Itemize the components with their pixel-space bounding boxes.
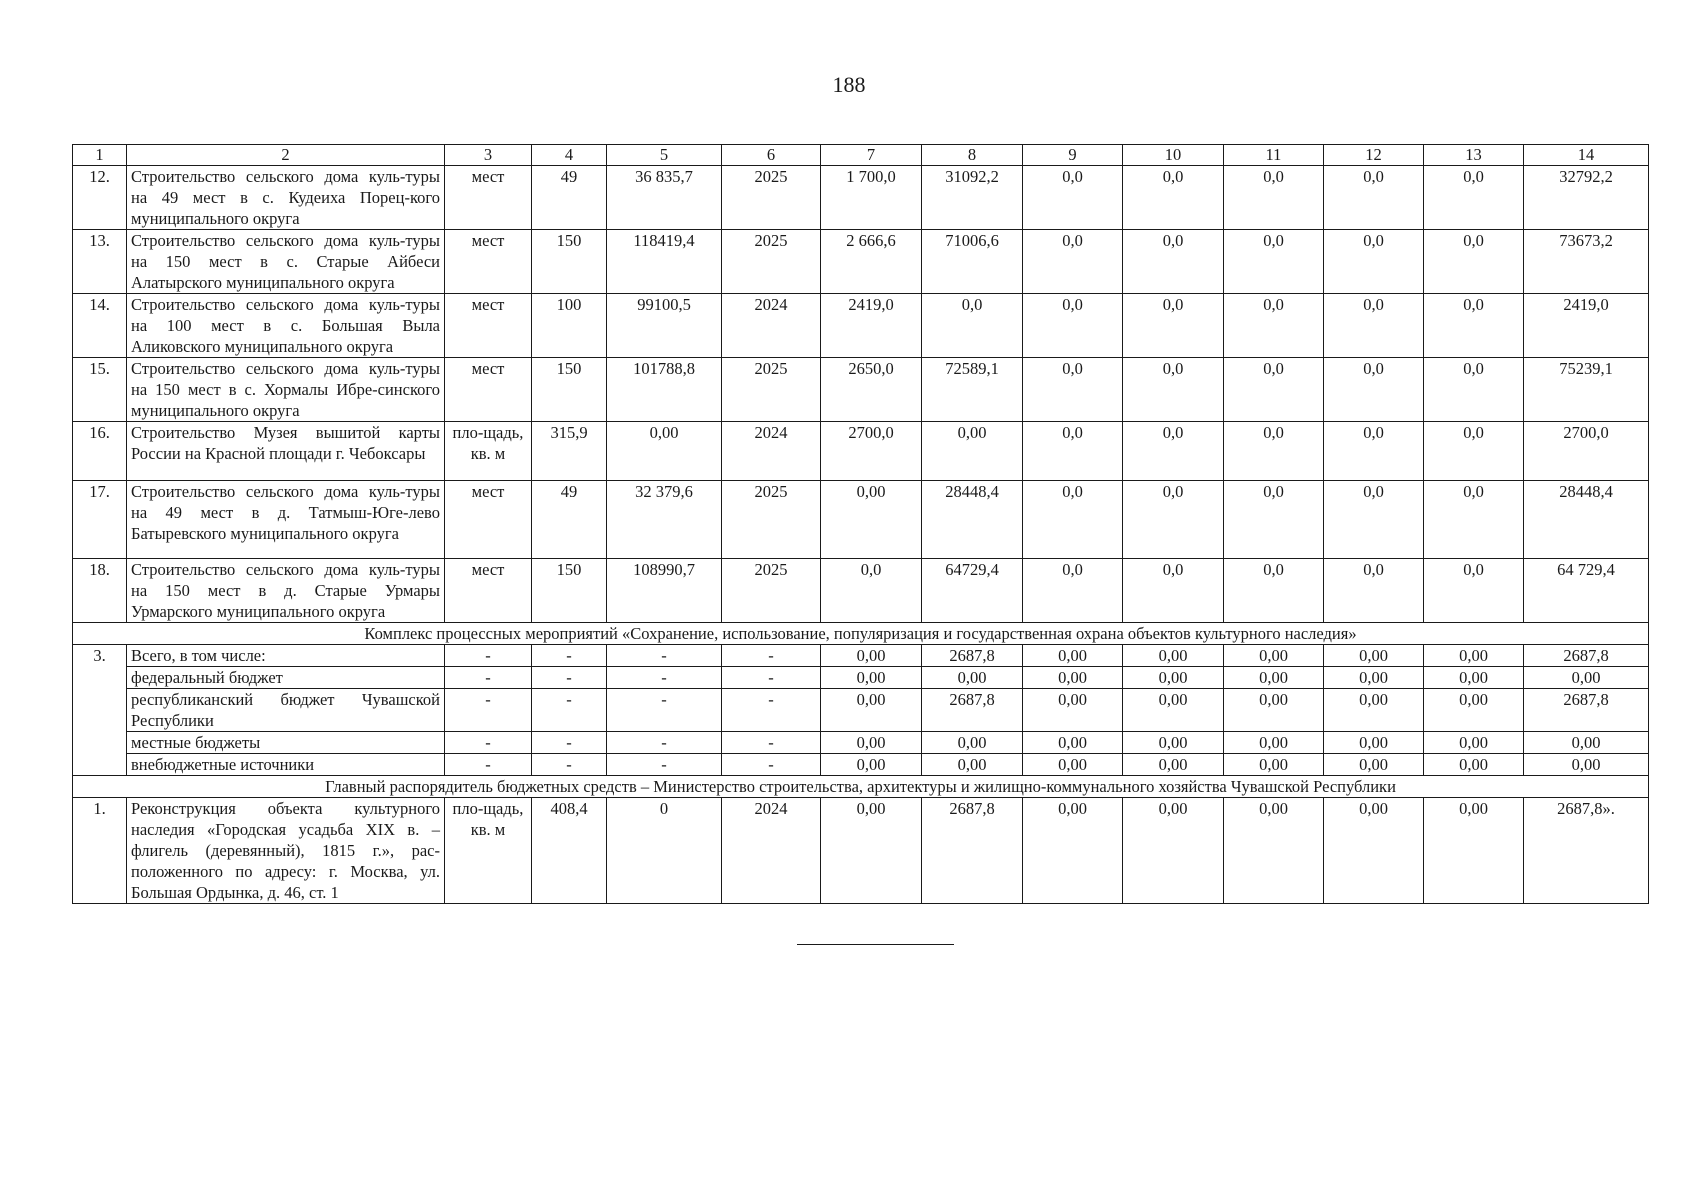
object-name-cell: Строительство Музея вышитой карты России на Красной площади г. Чебоксары — [127, 422, 445, 481]
value-cell: 99100,5 — [607, 294, 722, 358]
value-cell: 0,0 — [1424, 230, 1524, 294]
section-heading-row — [73, 776, 1649, 798]
value-cell: 0,00 — [1123, 754, 1224, 776]
value-cell: 0,00 — [1524, 667, 1649, 689]
column-number-cell: 13 — [1424, 145, 1524, 166]
value-cell: 0,0 — [1324, 481, 1424, 559]
value-cell: 0,0 — [1123, 230, 1224, 294]
value-cell: - — [607, 732, 722, 754]
value-cell: - — [607, 689, 722, 732]
value-cell: 0,00 — [1424, 798, 1524, 904]
section-heading: Главный распорядитель бюджетных средств – Министерство строительства, архитектуры и жилищно-коммунального хозяйства Чувашской Республики — [73, 776, 1649, 798]
value-cell: 0,0 — [1023, 166, 1123, 230]
value-cell: 0,0 — [1224, 559, 1324, 623]
value-cell: 0,00 — [1224, 798, 1324, 904]
value-cell: 0,00 — [821, 667, 922, 689]
value-cell: - — [722, 754, 821, 776]
value-cell: 0,00 — [1023, 645, 1123, 667]
row-number-cell: 15. — [73, 358, 127, 422]
value-cell: 0,0 — [1023, 422, 1123, 481]
value-cell: - — [722, 732, 821, 754]
table-row — [73, 294, 1649, 358]
value-cell: 0,0 — [1224, 294, 1324, 358]
value-cell: 2700,0 — [821, 422, 922, 481]
table-row — [73, 358, 1649, 422]
value-cell: 2419,0 — [1524, 294, 1649, 358]
value-cell: 0,00 — [1123, 732, 1224, 754]
value-cell: 0,00 — [821, 732, 922, 754]
table-row — [73, 166, 1649, 230]
column-number-cell: 8 — [922, 145, 1023, 166]
value-cell: 0,00 — [922, 422, 1023, 481]
funding-source-cell: Всего, в том числе: — [127, 645, 445, 667]
value-cell: 0,00 — [1524, 754, 1649, 776]
value-cell: 2024 — [722, 798, 821, 904]
value-cell: 0,00 — [922, 667, 1023, 689]
unit-cell: мест — [445, 294, 532, 358]
value-cell: 0,00 — [1424, 732, 1524, 754]
value-cell: 0,00 — [1424, 689, 1524, 732]
value-cell: - — [445, 689, 532, 732]
value-cell: - — [445, 754, 532, 776]
column-number-row — [73, 145, 1649, 166]
budget-table — [72, 144, 1649, 904]
footnote-separator-line — [797, 944, 954, 945]
value-cell: 49 — [532, 481, 607, 559]
value-cell: 0,0 — [1023, 358, 1123, 422]
unit-cell: мест — [445, 358, 532, 422]
value-cell: 73673,2 — [1524, 230, 1649, 294]
value-cell: 0,00 — [1324, 667, 1424, 689]
value-cell: 0,00 — [1023, 667, 1123, 689]
finance-row — [73, 667, 1649, 689]
value-cell: 0,0 — [1324, 559, 1424, 623]
object-name-cell: Строительство сельского дома куль-туры на 150 мест в с. Хормалы Ибре-синского муниципального округа — [127, 358, 445, 422]
value-cell: 0,0 — [1023, 294, 1123, 358]
value-cell: - — [532, 754, 607, 776]
unit-cell: пло-щадь, кв. м — [445, 798, 532, 904]
unit-cell: мест — [445, 230, 532, 294]
value-cell: 2687,8 — [1524, 645, 1649, 667]
value-cell: 0,0 — [1224, 422, 1324, 481]
unit-cell: мест — [445, 166, 532, 230]
value-cell: - — [445, 667, 532, 689]
value-cell: 408,4 — [532, 798, 607, 904]
column-number-cell: 2 — [127, 145, 445, 166]
row-number-cell: 16. — [73, 422, 127, 481]
column-number-cell: 1 — [73, 145, 127, 166]
funding-source-cell: республиканский бюджет Чувашской Республики — [127, 689, 445, 732]
value-cell: 28448,4 — [922, 481, 1023, 559]
column-number-cell: 9 — [1023, 145, 1123, 166]
value-cell: 0,00 — [1224, 754, 1324, 776]
value-cell: 0,0 — [1324, 294, 1424, 358]
value-cell: 0,00 — [1123, 689, 1224, 732]
value-cell: 0,0 — [1123, 422, 1224, 481]
value-cell: 0,0 — [1224, 230, 1324, 294]
value-cell: 2025 — [722, 559, 821, 623]
unit-cell: мест — [445, 559, 532, 623]
value-cell: 0,00 — [1324, 689, 1424, 732]
value-cell: 0,0 — [1123, 559, 1224, 623]
value-cell: - — [532, 667, 607, 689]
value-cell: 0,00 — [1023, 798, 1123, 904]
value-cell: 0,00 — [1324, 732, 1424, 754]
row-number-cell: 1. — [73, 798, 127, 904]
value-cell: 0,0 — [1324, 358, 1424, 422]
value-cell: 2687,8 — [922, 689, 1023, 732]
row-number-cell: 18. — [73, 559, 127, 623]
unit-cell: мест — [445, 481, 532, 559]
value-cell: 0,00 — [1324, 754, 1424, 776]
value-cell: 0,0 — [1224, 358, 1324, 422]
value-cell: 0,00 — [1524, 732, 1649, 754]
object-name-cell: Строительство сельского дома куль-туры на 100 мест в с. Большая Выла Аликовского муниципального округа — [127, 294, 445, 358]
value-cell: - — [445, 645, 532, 667]
value-cell: 0,0 — [1023, 481, 1123, 559]
value-cell: 2024 — [722, 294, 821, 358]
value-cell: 0,00 — [1023, 754, 1123, 776]
column-number-cell: 6 — [722, 145, 821, 166]
value-cell: 0,0 — [1123, 294, 1224, 358]
value-cell: 0,00 — [821, 689, 922, 732]
value-cell: 0,00 — [821, 754, 922, 776]
value-cell: - — [445, 732, 532, 754]
value-cell: 1 700,0 — [821, 166, 922, 230]
value-cell: 0,00 — [821, 798, 922, 904]
value-cell: 101788,8 — [607, 358, 722, 422]
value-cell: 71006,6 — [922, 230, 1023, 294]
value-cell: 0,00 — [1123, 667, 1224, 689]
value-cell: 0,0 — [1023, 230, 1123, 294]
value-cell: 0 — [607, 798, 722, 904]
finance-row — [73, 732, 1649, 754]
object-name-cell: Реконструкция объекта культурного наследия «Городская усадьба XIX в. – флигель (деревянный), 1815 г.», рас-положенного по адресу: г. Москва, ул. Большая Ордынка, д. 46, ст. 1 — [127, 798, 445, 904]
value-cell: 49 — [532, 166, 607, 230]
object-name-cell: Строительство сельского дома куль-туры на 49 мест в д. Татмыш-Юге-лево Батыревского муниципального округа — [127, 481, 445, 559]
column-number-cell: 4 — [532, 145, 607, 166]
value-cell: 0,0 — [1123, 166, 1224, 230]
value-cell: 0,00 — [1424, 667, 1524, 689]
column-number-cell: 5 — [607, 145, 722, 166]
value-cell: 0,00 — [1123, 645, 1224, 667]
value-cell: 2 666,6 — [821, 230, 922, 294]
value-cell: 0,00 — [607, 422, 722, 481]
value-cell: 0,0 — [1424, 559, 1524, 623]
row-number-cell: 13. — [73, 230, 127, 294]
value-cell: 0,00 — [1324, 645, 1424, 667]
value-cell: 0,00 — [1224, 667, 1324, 689]
value-cell: 0,00 — [821, 481, 922, 559]
funding-source-cell: внебюджетные источники — [127, 754, 445, 776]
value-cell: 0,00 — [1224, 689, 1324, 732]
page-number: 188 — [832, 72, 866, 97]
value-cell: 72589,1 — [922, 358, 1023, 422]
value-cell: 2025 — [722, 481, 821, 559]
finance-row — [73, 754, 1649, 776]
row-number-cell: 12. — [73, 166, 127, 230]
value-cell: 0,0 — [1224, 481, 1324, 559]
value-cell: - — [532, 645, 607, 667]
value-cell: 0,00 — [1224, 732, 1324, 754]
value-cell: 64 729,4 — [1524, 559, 1649, 623]
value-cell: 0,0 — [1424, 166, 1524, 230]
object-name-cell: Строительство сельского дома куль-туры на 49 мест в с. Кудеиха Порец-кого муниципального округа — [127, 166, 445, 230]
finance-row — [73, 645, 1649, 667]
column-number-cell: 12 — [1324, 145, 1424, 166]
value-cell: 75239,1 — [1524, 358, 1649, 422]
value-cell: 150 — [532, 358, 607, 422]
value-cell: 0,0 — [1424, 294, 1524, 358]
value-cell: 2025 — [722, 358, 821, 422]
value-cell: 0,00 — [922, 732, 1023, 754]
table-row — [73, 422, 1649, 481]
value-cell: - — [607, 754, 722, 776]
value-cell: 0,0 — [1424, 422, 1524, 481]
value-cell: 2419,0 — [821, 294, 922, 358]
column-number-cell: 14 — [1524, 145, 1649, 166]
value-cell: 2687,8 — [922, 645, 1023, 667]
object-name-cell: Строительство сельского дома куль-туры на 150 мест в с. Старые Айбеси Алатырского муниципального округа — [127, 230, 445, 294]
value-cell: 2650,0 — [821, 358, 922, 422]
section-heading: Комплекс процессных мероприятий «Сохранение, использование, популяризация и государственная охрана объектов культурного наследия» — [73, 623, 1649, 645]
value-cell: 0,0 — [1324, 166, 1424, 230]
value-cell: 0,0 — [1324, 422, 1424, 481]
value-cell: - — [607, 645, 722, 667]
value-cell: 0,0 — [1123, 358, 1224, 422]
value-cell: 64729,4 — [922, 559, 1023, 623]
value-cell: 150 — [532, 230, 607, 294]
value-cell: - — [722, 667, 821, 689]
value-cell: 0,0 — [1023, 559, 1123, 623]
value-cell: 0,0 — [821, 559, 922, 623]
value-cell: 0,00 — [1224, 645, 1324, 667]
column-number-cell: 3 — [445, 145, 532, 166]
value-cell: 0,0 — [1224, 166, 1324, 230]
value-cell: 2025 — [722, 230, 821, 294]
funding-source-cell: федеральный бюджет — [127, 667, 445, 689]
finance-row — [73, 689, 1649, 732]
value-cell: 0,00 — [1424, 645, 1524, 667]
value-cell: 0,00 — [1123, 798, 1224, 904]
value-cell: 28448,4 — [1524, 481, 1649, 559]
value-cell: 32792,2 — [1524, 166, 1649, 230]
value-cell: 2025 — [722, 166, 821, 230]
value-cell: - — [532, 732, 607, 754]
row-number-cell: 3. — [73, 645, 127, 776]
value-cell: 108990,7 — [607, 559, 722, 623]
value-cell: 0,0 — [1324, 230, 1424, 294]
value-cell: 0,00 — [1023, 689, 1123, 732]
value-cell: 2687,8». — [1524, 798, 1649, 904]
table-row — [73, 481, 1649, 559]
value-cell: 32 379,6 — [607, 481, 722, 559]
value-cell: 36 835,7 — [607, 166, 722, 230]
value-cell: 2687,8 — [922, 798, 1023, 904]
table-row — [73, 559, 1649, 623]
value-cell: 100 — [532, 294, 607, 358]
value-cell: 0,0 — [1123, 481, 1224, 559]
row-number-cell: 17. — [73, 481, 127, 559]
column-number-cell: 10 — [1123, 145, 1224, 166]
value-cell: 118419,4 — [607, 230, 722, 294]
value-cell: 0,0 — [1424, 358, 1524, 422]
column-number-cell: 11 — [1224, 145, 1324, 166]
value-cell: 0,00 — [1023, 732, 1123, 754]
value-cell: - — [722, 689, 821, 732]
value-cell: 0,00 — [1424, 754, 1524, 776]
value-cell: 150 — [532, 559, 607, 623]
value-cell: 315,9 — [532, 422, 607, 481]
value-cell: 2700,0 — [1524, 422, 1649, 481]
value-cell: 2687,8 — [1524, 689, 1649, 732]
funding-source-cell: местные бюджеты — [127, 732, 445, 754]
value-cell: - — [722, 645, 821, 667]
table-row — [73, 798, 1649, 904]
object-name-cell: Строительство сельского дома куль-туры на 150 мест в д. Старые Урмары Урмарского муниципального округа — [127, 559, 445, 623]
section-heading-row — [73, 623, 1649, 645]
value-cell: - — [532, 689, 607, 732]
table-row — [73, 230, 1649, 294]
value-cell: 0,0 — [922, 294, 1023, 358]
column-number-cell: 7 — [821, 145, 922, 166]
value-cell: 0,00 — [1324, 798, 1424, 904]
row-number-cell: 14. — [73, 294, 127, 358]
value-cell: 0,00 — [922, 754, 1023, 776]
value-cell: 31092,2 — [922, 166, 1023, 230]
value-cell: 0,00 — [821, 645, 922, 667]
value-cell: 2024 — [722, 422, 821, 481]
value-cell: 0,0 — [1424, 481, 1524, 559]
value-cell: - — [607, 667, 722, 689]
unit-cell: пло-щадь, кв. м — [445, 422, 532, 481]
